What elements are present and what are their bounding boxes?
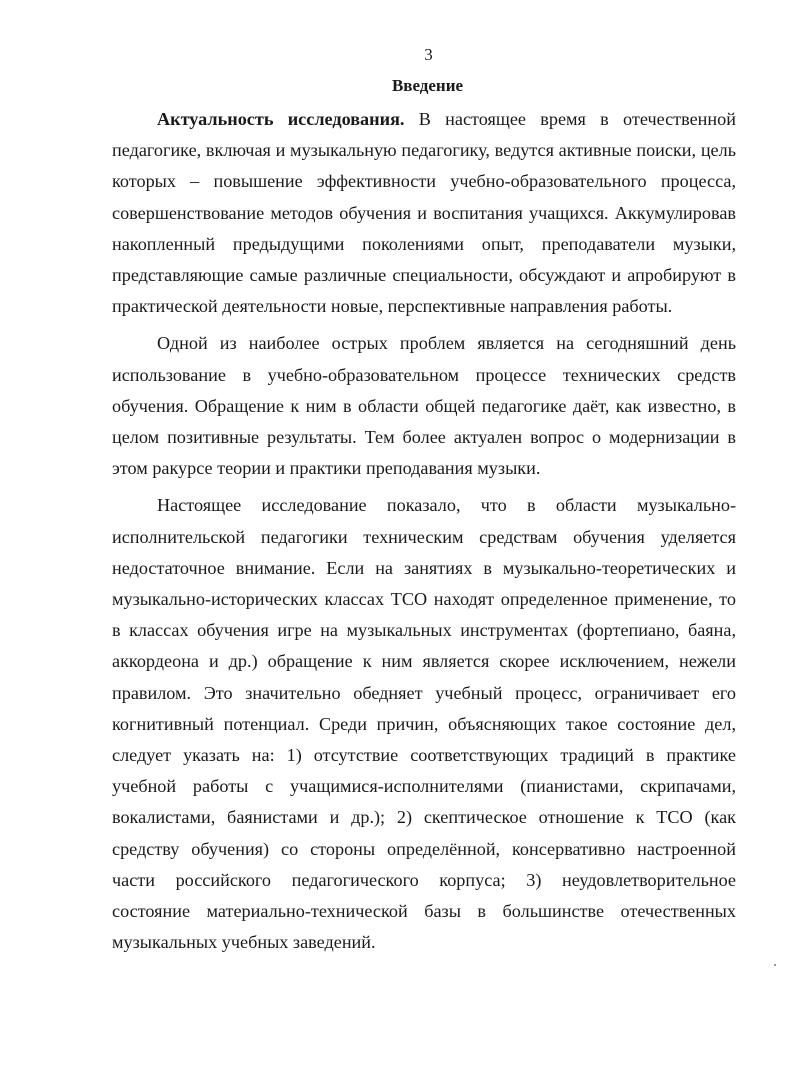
paragraph-text: Настоящее исследование показало, что в области музыкально-исполнительской педагогики техническим средствам обучения уделяется недостаточное внимание. Если на занятиях в музыкально-теоретических и музыкально-исторических классах ТСО находят определенное применение, то в классах обучения игре на музыкальных инструментах (фортепиано, баяна, аккордеона и др.) обращение к ним является скорее исключением, нежели правилом. Это значительно обедняет учебный процесс, ограничивает его когнитивный потенциал. Среди причин, объясняющих такое состояние дел, следует указать на: 1) отсутствие соответствующих традиций в практике учебной работы с учащимися-исполнителями (пианистами, скрипачами, вокалистами, баянистами и др.); 2) скептическое отношение к ТСО (как средству обучения) со стороны определённой, консервативно настроенной части российского педагогического корпуса; 3) неудовлетворительное состояние материально-технической базы в большинстве отечественных музыкальных учебных заведений. [112, 495, 736, 953]
section-heading: Введение [391, 76, 464, 95]
paragraph-problem [112, 328, 736, 484]
paragraph-relevance [112, 104, 736, 322]
scan-speck [774, 964, 776, 966]
paragraph-text: Одной из наиболее острых проблем является на сегодняшний день использование в учебно-образовательном процессе технических средств обучения. Обращение к ним в области общей педагогике даёт, как известно, в целом позитивные результаты. Тем более актуален вопрос о модернизации в этом ракурсе теории и практики преподавания музыки. [112, 333, 736, 479]
paragraph-lead: Актуальность исследования. [157, 109, 405, 129]
page-number: 3 [424, 45, 433, 64]
body-text [112, 104, 736, 964]
paragraph-research [112, 490, 736, 958]
paragraph-text: В настоящее время в отечественной педагогике, включая и музыкальную педагогику, ведутся активные поиски, цель которых – повышение эффективности учебно-образовательного процесса, совершенствование методов обучения и воспитания учащихся. Аккумулировав накопленный предыдущими поколениями опыт, преподаватели музыки, представляющие самые различные специальности, обсуждают и апробируют в практической деятельности новые, перспективные направления работы. [112, 109, 736, 317]
